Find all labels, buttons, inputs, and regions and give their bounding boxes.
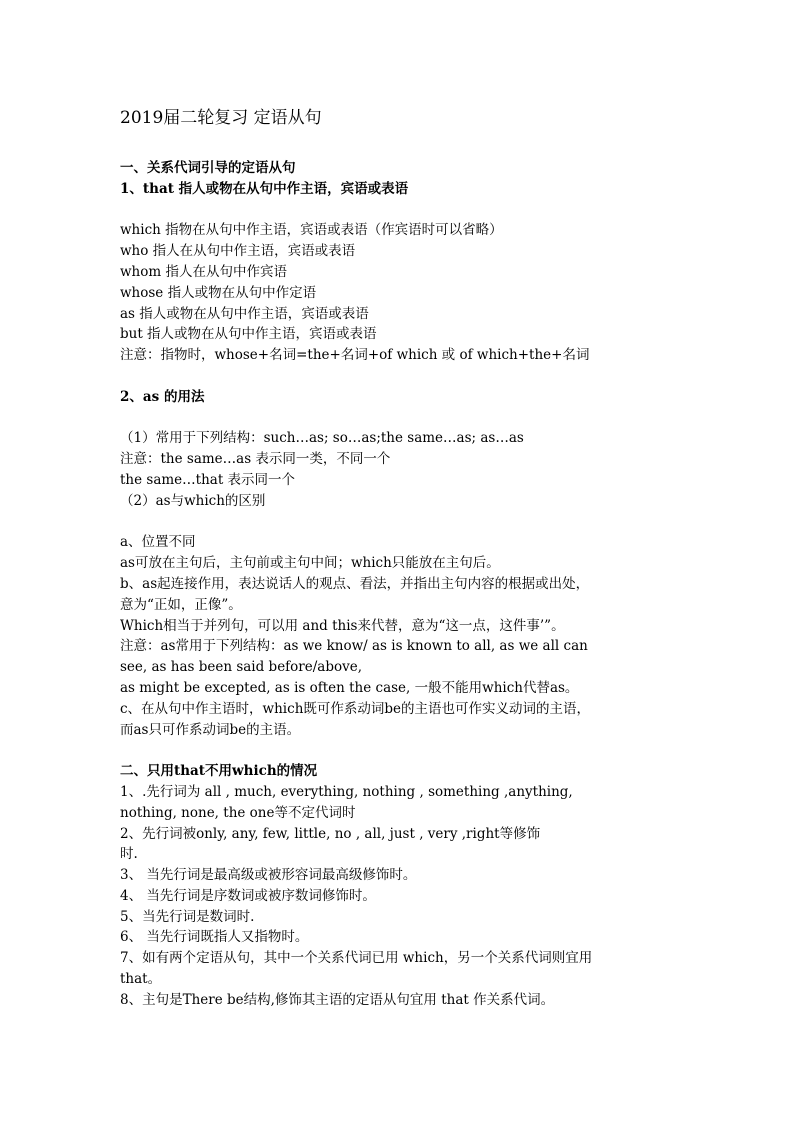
text-line: see, as has been said before/above, — [120, 659, 363, 676]
text-line: Which相当于并列句，可以用 and this来代替，意为“这一点，这件事’”。 — [120, 617, 565, 634]
section-heading: 1、that 指人或物在从句中作主语，宾语或表语 — [120, 180, 409, 197]
section-heading: 一、关系代词引导的定语从句 — [120, 160, 296, 176]
blank-line — [120, 512, 680, 533]
text-line: 4、 当先行词是序数词或被序数词修饰时。 — [120, 887, 376, 904]
text-line: as 指人或物在从句中作主语，宾语或表语 — [120, 305, 369, 322]
text-line: the same…that 表示同一个 — [120, 471, 296, 488]
text-line: 7、如有两个定语从句，其中一个关系代词已用 which，另一个关系代词则宜用 — [120, 950, 593, 967]
text-line: 3、 当先行词是最高级或被形容词最高级修饰时。 — [120, 867, 417, 884]
text-line: 而as只可作系动词be的主语。 — [120, 721, 301, 738]
text-line: （2）as与which的区别 — [120, 492, 266, 509]
text-line: 2、先行词被only, any, few, little, no , all, just , very ,right等修饰 — [120, 825, 541, 842]
text-line: b、as起连接作用，表达说话人的观点、看法，并指出主句内容的根据或出处， — [120, 575, 590, 592]
text-line: a、位置不同 — [120, 534, 196, 551]
text-line: that。 — [120, 971, 162, 988]
text-line: 注意：the same…as 表示同一类，不同一个 — [120, 451, 391, 468]
section-heading: 2、as 的用法 — [120, 388, 205, 405]
text-line: 注意：as常用于下列结构：as we know/ as is known to all, as we all can — [120, 638, 588, 655]
text-line: 8、主句是There be结构,修饰其主语的定语从句宜用 that 作关系代词。 — [120, 991, 555, 1008]
text-line: 意为“正如，正像”。 — [120, 596, 242, 613]
text-line: but 指人或物在从句中作主语，宾语或表语 — [120, 326, 377, 343]
document-title: 2019届二轮复习 定语从句 — [120, 108, 322, 128]
text-line: which 指物在从句中作主语，宾语或表语（作宾语时可以省略） — [120, 222, 503, 239]
text-line: 时. — [120, 846, 138, 863]
blank-line — [120, 366, 680, 387]
text-line: nothing, none, the one等不定代词时 — [120, 804, 356, 821]
text-line: whose 指人或物在从句中作定语 — [120, 284, 317, 301]
text-line: （1）常用于下列结构：such…as; so…as;the same…as; as…as — [120, 430, 524, 447]
text-line: 5、当先行词是数词时. — [120, 908, 255, 925]
blank-line — [120, 740, 680, 761]
text-line: who 指人在从句中作主语，宾语或表语 — [120, 243, 356, 260]
text-line: 6、 当先行词既指人又指物时。 — [120, 929, 309, 946]
section-heading: 二、只用that不用which的情况 — [120, 763, 318, 780]
document-body — [120, 158, 680, 1011]
text-line: as可放在主句后，主句前或主句中间；which只能放在主句后。 — [120, 555, 500, 572]
text-line: 1、.先行词为 all , much, everything, nothing , something ,anything, — [120, 783, 573, 800]
blank-line — [120, 408, 680, 429]
text-line: whom 指人在从句中作宾语 — [120, 263, 287, 280]
text-line: 注意：指物时，whose+名词=the+名词+of which 或 of which+the+名词 — [120, 347, 590, 364]
text-line: c、在从句中作主语时，which既可作系动词be的主语也可作实义动词的主语， — [120, 700, 591, 717]
text-line: as might be excepted, as is often the case, 一般不能用which代替as。 — [120, 679, 579, 696]
blank-line — [120, 200, 680, 221]
